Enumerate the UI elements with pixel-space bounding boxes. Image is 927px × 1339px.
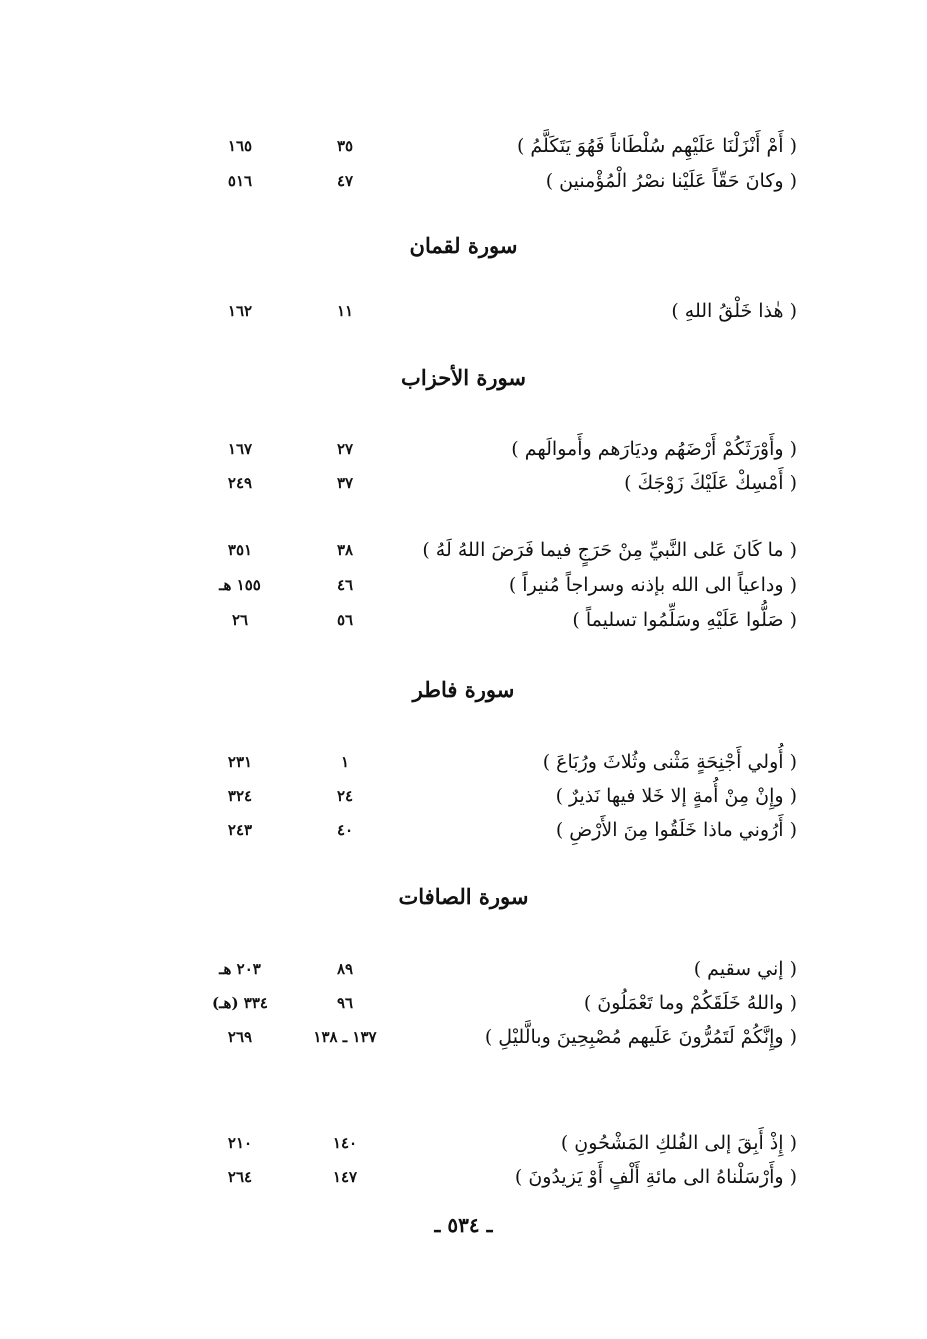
verse-text: ( وإِنْ مِنْ أُمةٍ إلا خَلا فيها نَذيرٌ ) xyxy=(555,785,797,807)
verse-text: ( وأَوْرَثَكُمْ أَرْضَهُم وديَارَهم وأَموالَهم ) xyxy=(511,438,797,460)
page-number: ١٥٥ هـ xyxy=(219,576,261,594)
verse-text: ( وداعياً الى الله بإذنه وسراجاً مُنيراً ) xyxy=(508,574,797,596)
page-number: ٢٣١ xyxy=(227,753,253,771)
index-row xyxy=(0,779,927,813)
ayah-number: ٥٦ xyxy=(336,611,354,629)
page-number: ٣٣٤ (هـ) xyxy=(212,994,268,1012)
verse-text: ( هٰذا خَلْقُ اللهِ ) xyxy=(671,300,797,322)
verse-text: ( صَلُّوا عَلَيْهِ وسَلِّمُوا تسليماً ) xyxy=(572,609,797,631)
index-row xyxy=(0,745,927,779)
page-number: ١٦٥ xyxy=(227,137,253,155)
surah-heading: سورة لقمان xyxy=(409,233,518,258)
ayah-number: ٤٦ xyxy=(336,576,354,594)
page-number: ٣٥١ xyxy=(227,541,253,559)
page-number: ٢٤٩ xyxy=(227,474,253,492)
ayah-number: ١٤٧ xyxy=(332,1168,358,1186)
ayah-number: ١٣٧ ـ ١٣٨ xyxy=(313,1028,377,1046)
verse-text: ( وكانَ حَقّاً عَلَيْنا نصْرُ الْمُؤْمنين ) xyxy=(545,170,797,192)
ayah-number: ٨٩ xyxy=(336,960,354,978)
index-row xyxy=(0,986,927,1020)
index-row xyxy=(0,533,927,567)
index-row xyxy=(0,813,927,847)
index-row xyxy=(0,129,927,163)
ayah-number: ١ xyxy=(340,753,350,771)
index-row xyxy=(0,568,927,602)
surah-heading: سورة فاطر xyxy=(412,677,515,702)
verse-text: ( إِذْ أَبِقَ إلى الفُلكِ المَشْحُونِ ) xyxy=(560,1132,797,1154)
ayah-number: ٣٧ xyxy=(336,474,354,492)
index-row xyxy=(0,1160,927,1194)
verse-text: ( أَرُوني ماذا خَلَقُوا مِنَ الأَرْضِ ) xyxy=(555,819,797,841)
ayah-number: ٢٤ xyxy=(336,787,354,805)
ayah-number: ١٤٠ xyxy=(332,1134,358,1152)
page-number: ٢٦ xyxy=(231,611,249,629)
index-row xyxy=(0,1020,927,1054)
verse-text: ( وإِنَّكُمْ لَتَمُرُّونَ عَلَيهم مُصْبِحِينَ وبالَّليْلِ ) xyxy=(484,1026,797,1048)
ayah-number: ٩٦ xyxy=(336,994,354,1012)
index-row xyxy=(0,164,927,198)
page-number: ٢٤٣ xyxy=(227,821,253,839)
index-row xyxy=(0,952,927,986)
ayah-number: ٣٥ xyxy=(336,137,354,155)
surah-heading: سورة الأحزاب xyxy=(401,365,526,390)
index-row xyxy=(0,1126,927,1160)
page-number: ٢٠٣ هـ xyxy=(219,960,261,978)
page-number: ١٦٧ xyxy=(227,440,253,458)
ayah-number: ٣٨ xyxy=(336,541,354,559)
index-row xyxy=(0,432,927,466)
page-number: ٣٢٤ xyxy=(227,787,253,805)
ayah-number: ٤٧ xyxy=(336,172,354,190)
page-number: ٢٦٤ xyxy=(227,1168,253,1186)
surah-heading: سورة الصافات xyxy=(398,884,529,909)
index-row xyxy=(0,603,927,637)
verse-text: ( أَمْسِكْ عَلَيْكَ زَوْجَكَ ) xyxy=(624,472,797,494)
page-footer-number: ـ ٥٣٤ ـ xyxy=(434,1213,493,1237)
ayah-number: ١١ xyxy=(336,302,354,320)
ayah-number: ٤٠ xyxy=(336,821,354,839)
verse-text: ( وأَرْسَلْناهُ الى مائةِ أَلْفٍ أَوْ يَزيدُونَ ) xyxy=(514,1166,797,1188)
verse-text: ( إني سقيم ) xyxy=(693,958,797,980)
verse-text: ( واللهُ خَلَقَكُمْ وما تَعْمَلُونَ ) xyxy=(583,992,797,1014)
page-number: ٢١٠ xyxy=(227,1134,253,1152)
page-number: ٥١٦ xyxy=(227,172,253,190)
verse-text: ( ما كَانَ عَلى النَّبيِّ مِنْ حَرَجٍ فيما فَرَضَ اللهُ لَهُ ) xyxy=(422,539,797,561)
verse-text: ( أَمْ أَنْزَلْنَا عَلَيْهِم سُلْطَاناً فَهُوَ يَتَكَلَّمُ ) xyxy=(516,135,797,157)
page-number: ٢٦٩ xyxy=(227,1028,253,1046)
page-number: ١٦٢ xyxy=(227,302,253,320)
verse-text: ( أُولي أَجْنِحَةٍ مَثْنى وثُلاثَ ورُبَاعَ ) xyxy=(542,751,797,773)
index-row xyxy=(0,294,927,328)
ayah-number: ٢٧ xyxy=(336,440,354,458)
index-row xyxy=(0,466,927,500)
